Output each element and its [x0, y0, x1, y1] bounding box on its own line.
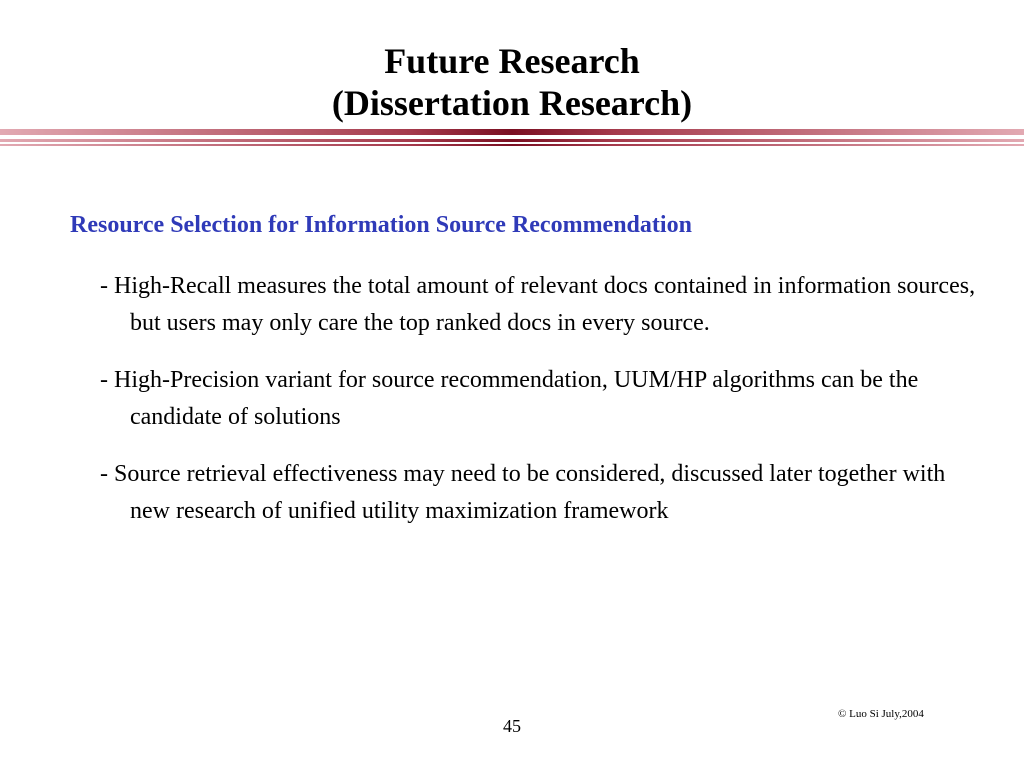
title-divider-medium — [0, 139, 1024, 142]
bullet-list — [100, 268, 980, 550]
bullet-item: - High-Precision variant for source recommendation, UUM/HP algorithms can be the candidate of solutions — [100, 367, 919, 430]
slide-title — [0, 40, 1024, 124]
title-divider-thick — [0, 129, 1024, 135]
bullet-item: - High-Recall measures the total amount of relevant docs contained in information sources, but users may only care the top ranked docs in every source. — [100, 273, 976, 336]
page-number: 45 — [503, 716, 521, 736]
slide-title-line-2: (Dissertation Research) — [331, 83, 693, 123]
section-heading: Resource Selection for Information Source Recommendation — [70, 212, 692, 238]
title-divider-thin — [0, 144, 1024, 146]
copyright-notice: © Luo Si July,2004 — [838, 708, 924, 720]
slide-title-line-1: Future Research — [384, 41, 640, 81]
bullet-item: - Source retrieval effectiveness may need to be considered, discussed later together with new research of unified utility maximization framework — [100, 461, 946, 524]
